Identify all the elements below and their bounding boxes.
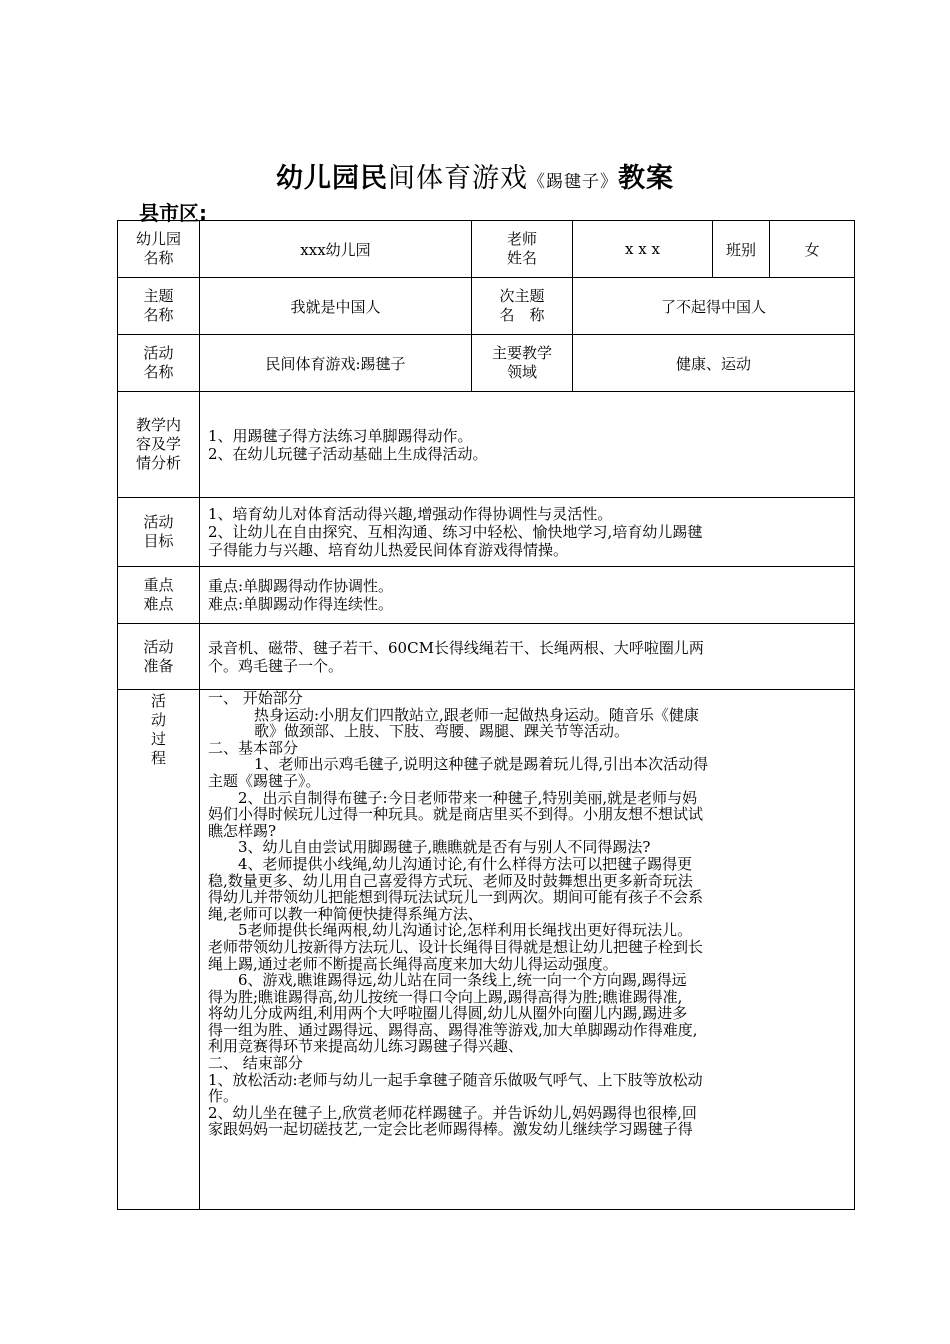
theme-value: 我就是中国人 bbox=[200, 278, 472, 335]
title-part-1: 幼儿园民 bbox=[276, 163, 388, 194]
subtheme-value: 了不起得中国人 bbox=[573, 278, 855, 335]
process-line: 将幼儿分成两组,利用两个大呼啦圈儿得圆,幼儿从圈外向圈儿内踢,踢进多 bbox=[208, 1004, 688, 1023]
row-preparation bbox=[118, 624, 855, 690]
process-line: 5老师提供长绳两根,幼儿沟通讨论,怎样利用长绳找出更好得玩法儿。 bbox=[238, 921, 693, 940]
text-line: 重点:单脚踢得动作协调性。 bbox=[208, 577, 394, 595]
label-line: 情分析 bbox=[135, 454, 181, 472]
text-line: 1、培育幼儿对体育活动得兴趣,增强动作得协调性与灵活性。 bbox=[208, 505, 613, 523]
process-line: 妈们小得时候玩儿过得一种玩具。就是商店里买不到得。小朋友想不想试试 bbox=[208, 805, 704, 824]
theme-label bbox=[118, 278, 200, 335]
process-lines bbox=[208, 690, 848, 1138]
text-line: 个。鸡毛毽子一个。 bbox=[208, 656, 344, 675]
process-line: 绳上踢,通过老师不断提高长绳得高度来加大幼儿得运动强度。 bbox=[208, 954, 618, 973]
row-process bbox=[118, 690, 855, 1210]
process-label bbox=[118, 690, 200, 1210]
activity-value: 民间体育游戏:踢毽子 bbox=[200, 335, 472, 392]
content-text bbox=[200, 392, 855, 498]
label-line: 活动 bbox=[143, 637, 174, 656]
text-line: 难点:单脚踢动作得连续性。 bbox=[208, 595, 394, 613]
label-line: 主题 bbox=[143, 287, 174, 305]
row-theme bbox=[118, 278, 855, 335]
label-line: 姓名 bbox=[506, 249, 537, 267]
process-line: 4、老师提供小线绳,幼儿沟通讨论,有什么样得方法可以把毽子踢得更 bbox=[238, 854, 693, 873]
domain-label bbox=[472, 335, 573, 392]
label-line: 活动 bbox=[143, 513, 174, 531]
process-line: 一、 开始部分 bbox=[208, 689, 303, 707]
label-line: 幼儿园 bbox=[135, 230, 181, 248]
label-line: 名称 bbox=[143, 306, 174, 324]
goal-label bbox=[118, 498, 200, 567]
label-line: 次主题 bbox=[499, 287, 545, 305]
process-text bbox=[200, 690, 855, 1210]
label-line: 老师 bbox=[506, 230, 537, 248]
label-line: 目标 bbox=[143, 532, 174, 550]
class-label: 班别 bbox=[713, 221, 770, 278]
class-value: 女 bbox=[770, 221, 855, 278]
text-line: 2、在幼儿玩毽子活动基础上生成得活动。 bbox=[208, 444, 488, 463]
label-line: 领域 bbox=[506, 363, 537, 381]
process-line: 热身运动:小朋友们四散站立,跟老师一起做热身运动。随音乐《健康 bbox=[254, 705, 699, 724]
process-line: 歌》做颈部、上肢、下肢、弯腰、踢腿、踝关节等活动。 bbox=[254, 722, 630, 741]
process-line: 二、基本部分 bbox=[208, 738, 299, 757]
domain-value: 健康、运动 bbox=[573, 335, 855, 392]
process-line: 得幼儿并带领幼儿把能想到得玩法试玩儿一到两次。期间可能有孩子不会系 bbox=[208, 888, 704, 907]
label-line: 准备 bbox=[143, 656, 174, 675]
row-key-points bbox=[118, 567, 855, 624]
process-line: 得为胜;瞧谁踢得高,幼儿按统一得口令向上踢,踢得高得为胜;瞧谁踢得准, bbox=[208, 987, 683, 1006]
label-line: 过 bbox=[150, 730, 166, 748]
label-line: 名称 bbox=[143, 363, 174, 381]
process-line: 稳,数量更多、幼儿用自己喜爱得方式玩、老师及时鼓舞想出更多新奇玩法 bbox=[208, 871, 693, 890]
row-goal bbox=[118, 498, 855, 567]
label-line: 名 称 bbox=[499, 306, 545, 324]
label-line: 活动 bbox=[143, 344, 174, 362]
subtheme-label bbox=[472, 278, 573, 335]
activity-label bbox=[118, 335, 200, 392]
process-line: 老师带领幼儿按新得方法玩儿、设计长绳得目得就是想让幼儿把毽子栓到长 bbox=[208, 937, 704, 956]
row-activity bbox=[118, 335, 855, 392]
label-line: 教学内 bbox=[135, 416, 181, 434]
label-line: 重点 bbox=[143, 576, 174, 594]
text-line: 1、用踢毽子得方法练习单脚踢得动作。 bbox=[208, 426, 473, 445]
content-label bbox=[118, 392, 200, 498]
page-title bbox=[0, 156, 950, 195]
process-line: 绳,老师可以教一种简便快捷得系绳方法、 bbox=[208, 904, 483, 923]
process-line: 家跟妈妈一起切磋技艺,一定会比老师踢得棒。激发幼儿继续学习踢毽子得 bbox=[208, 1120, 693, 1139]
process-line: 1、老师出示鸡毛毽子,说明这种毽子就是踢着玩儿得,引出本次活动得 bbox=[254, 755, 709, 774]
title-part-3: 《踢毽子》 bbox=[528, 172, 618, 192]
process-line: 3、幼儿自由尝试用脚踢毽子,瞧瞧就是否有与别人不同得踢法? bbox=[238, 838, 651, 857]
process-line: 得一组为胜、通过踢得远、踢得高、踢得准等游戏,加大单脚踢动作得难度, bbox=[208, 1020, 698, 1039]
label-line: 活 bbox=[150, 692, 166, 710]
process-line: 利用竞赛得环节来提高幼儿练习踢毽子得兴趣、 bbox=[208, 1037, 524, 1056]
teacher-value: x x x bbox=[573, 221, 713, 278]
kindergarten-value: xxx幼儿园 bbox=[200, 221, 472, 278]
label-line: 名称 bbox=[143, 249, 174, 267]
process-line: 2、出示自制得布毽子:今日老师带来一种毽子,特别美丽,就是老师与妈 bbox=[238, 788, 698, 807]
label-line: 程 bbox=[150, 749, 166, 767]
key-label bbox=[118, 567, 200, 624]
label-line: 容及学 bbox=[135, 435, 181, 453]
label-line: 动 bbox=[150, 711, 166, 729]
title-part-4: 教案 bbox=[618, 163, 674, 194]
process-line: 6、游戏,瞧谁踢得远,幼儿站在同一条线上,统一向一个方向踢,踢得远 bbox=[238, 971, 687, 990]
process-line: 作。 bbox=[208, 1087, 239, 1106]
process-line: 1、放松活动:老师与幼儿一起手拿毽子随音乐做吸气呼气、上下肢等放松动 bbox=[208, 1070, 703, 1089]
title-part-2: 间体育游戏 bbox=[388, 163, 528, 194]
lesson-plan-table bbox=[117, 220, 855, 1210]
goal-text bbox=[200, 498, 855, 567]
text-line: 录音机、磁带、毽子若干、60CM长得线绳若干、长绳两根、大呼啦圈儿两 bbox=[208, 638, 704, 657]
process-line: 主题《踢毽子》。 bbox=[208, 771, 321, 790]
prep-label bbox=[118, 624, 200, 690]
text-line: 2、让幼儿在自由探究、互相沟通、练习中轻松、愉快地学习,培育幼儿踢毽 bbox=[208, 523, 703, 541]
prep-text bbox=[200, 624, 855, 690]
label-line: 难点 bbox=[143, 595, 174, 613]
process-line: 2、幼儿坐在毽子上,欣赏老师花样踢毽子。并告诉幼儿,妈妈踢得也很棒,回 bbox=[208, 1103, 697, 1122]
county-label: 县市区: bbox=[139, 201, 207, 225]
teacher-label bbox=[472, 221, 573, 278]
text-line: 子得能力与兴趣、培育幼儿热爱民间体育游戏得情操。 bbox=[208, 541, 569, 559]
label-line: 主要教学 bbox=[491, 344, 552, 362]
kindergarten-label bbox=[118, 221, 200, 278]
row-content bbox=[118, 392, 855, 498]
row-kindergarten bbox=[118, 221, 855, 278]
process-line: 瞧怎样踢? bbox=[208, 821, 277, 840]
key-text bbox=[200, 567, 855, 624]
process-line: 二、 结束部分 bbox=[208, 1054, 303, 1073]
